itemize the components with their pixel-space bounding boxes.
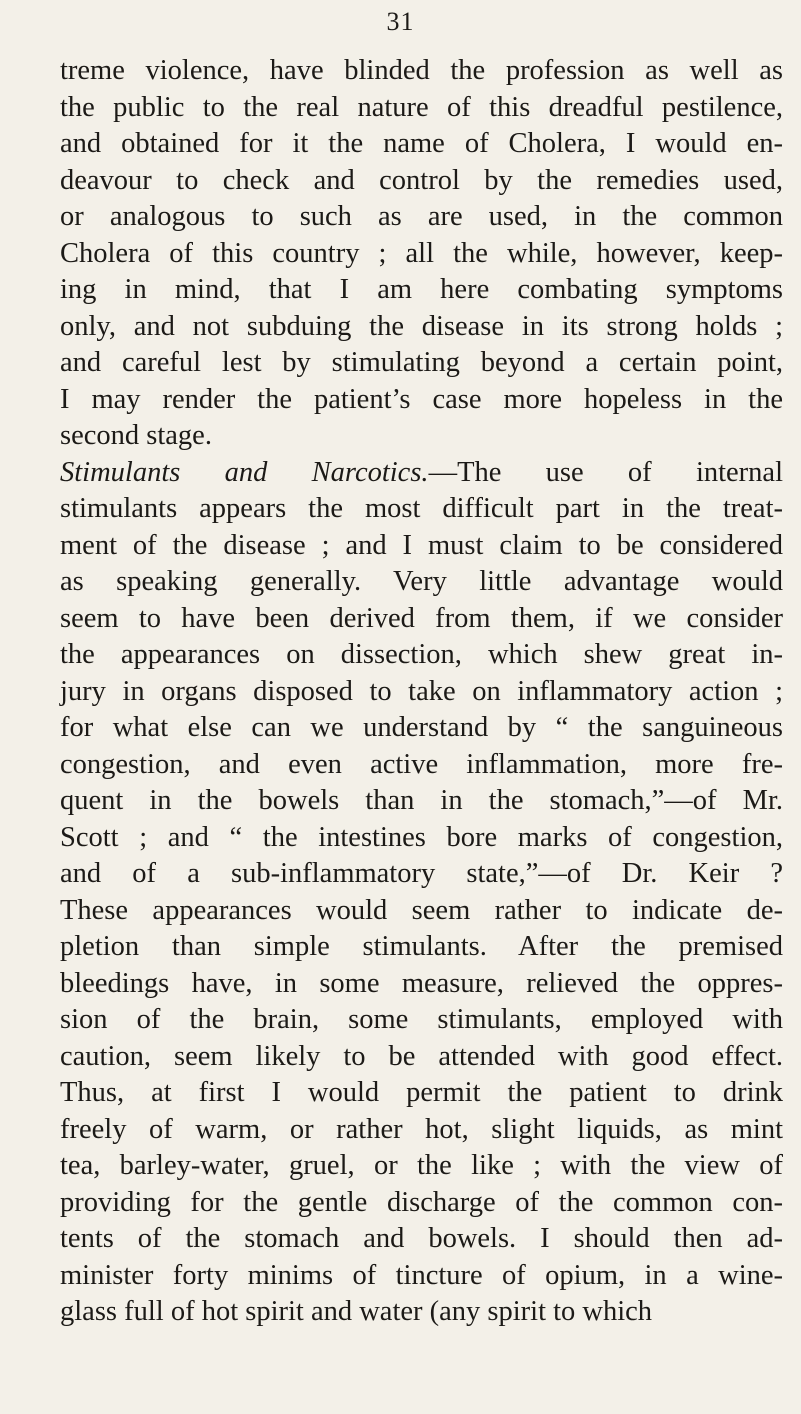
text-line: treme violence, have blinded the profession as well as [60,55,783,86]
text-line: ment of the disease ; and I must claim to be considered [60,529,783,561]
text-line: and of a sub-inflammatory state,”—of Dr. Keir ? [60,858,783,889]
text-line: ing in mind, that I am here combating symptoms [60,274,783,305]
text-line: second stage. [60,420,212,451]
page-number: 31 [386,7,415,36]
text-line: deavour to check and control by the remedies used, [60,164,783,196]
text-line: jury in organs disposed to take on inflammatory action ; [60,675,783,707]
text-line: and obtained for it the name of Cholera, I would en- [60,128,783,159]
text-line: pletion than simple stimulants. After the premised [60,931,783,962]
text-line: Thus, at first I would permit the patient to drink [60,1077,783,1108]
text-line: and careful lest by stimulating beyond a certain point, [60,347,783,378]
text-line: as speaking generally. Very little advantage would [60,566,783,597]
text-line: seem to have been derived from them, if we consider [60,602,783,634]
body-text [60,53,783,1331]
text-line: Scott ; and “ the intestines bore marks of congestion, [60,821,783,853]
text-line: or analogous to such as are used, in the common [60,201,783,232]
text-line: the public to the real nature of this dreadful pestilence, [60,91,783,123]
text-line: minister forty minims of tincture of opium, in a wine- [60,1259,783,1291]
text-line: congestion, and even active inflammation, more fre- [60,748,783,780]
text-line: glass full of hot spirit and water (any spirit to which [60,1296,653,1327]
text-line: Cholera of this country ; all the while, however, keep- [60,237,783,269]
text-line: freely of warm, or rather hot, slight liquids, as mint [60,1113,783,1145]
text-line: only, and not subduing the disease in its strong holds ; [60,310,783,342]
text-line: sion of the brain, some stimulants, employed with [60,1004,783,1035]
text-line: These appearances would seem rather to indicate de- [60,894,783,926]
section-heading: Stimulants and Narcotics. [60,456,429,488]
section-first-line-text: —The use of internal [428,456,783,488]
text-line: tents of the stomach and bowels. I should then ad- [60,1223,783,1254]
text-line: stimulants appears the most difficult part in the treat- [60,493,783,524]
text-line: tea, barley-water, gruel, or the like ; with the view of [60,1150,783,1181]
text-line: providing for the gentle discharge of the common con- [60,1186,783,1218]
text-line: quent in the bowels than in the stomach,”—of Mr. [60,785,783,816]
text-line: for what else can we understand by “ the sanguineous [60,712,783,743]
text-line: the appearances on dissection, which shew great in- [60,639,783,670]
text-line: caution, seem likely to be attended with good effect. [60,1040,783,1072]
section-first-line [60,455,783,492]
text-line: I may render the patient’s case more hopeless in the [60,383,783,415]
text-line: bleedings have, in some measure, relieved the oppres- [60,967,783,999]
